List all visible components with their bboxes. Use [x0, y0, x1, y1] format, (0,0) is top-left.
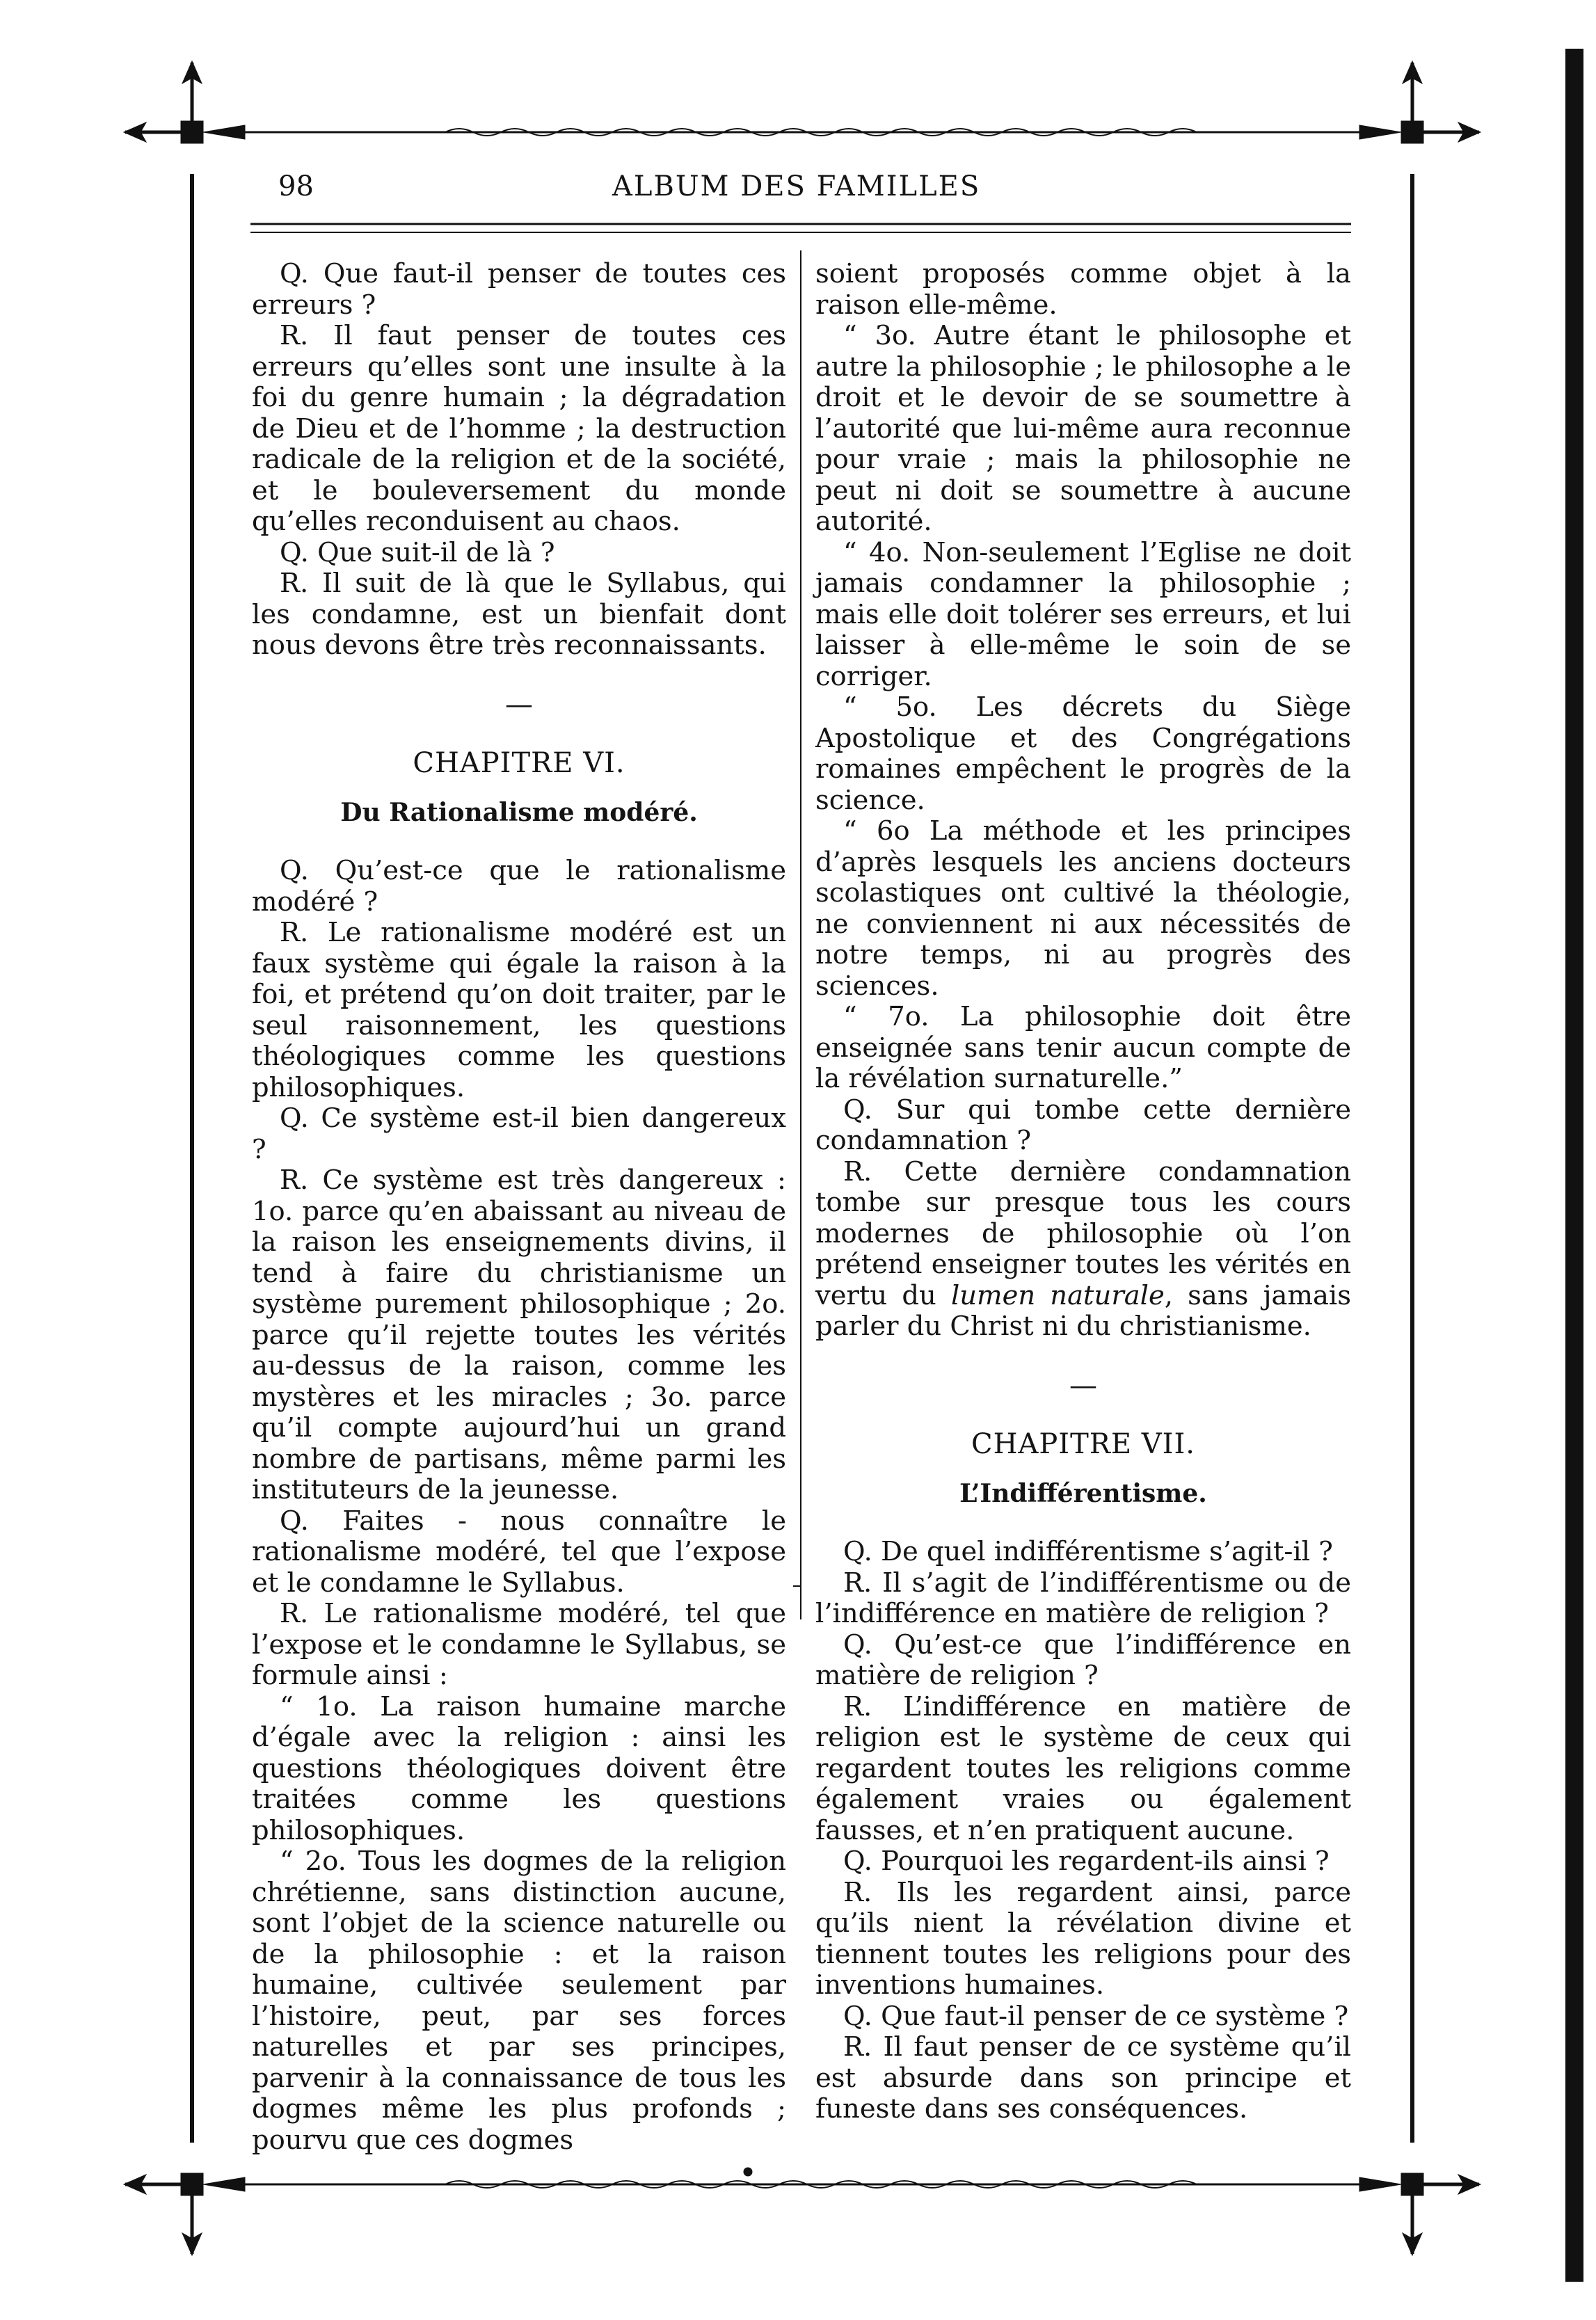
section-divider: — [505, 688, 533, 721]
section-divider: — [1069, 1369, 1097, 1402]
paragraph: R. Ce système est très dangereux : 1o. parce qu’en abaissant au niveau de la raison les enseignements divins, il tend à faire du christianisme un système purement philosophique ; 2o. parce qu’il rejette toutes les vérités au-dessus de la raison, comme les mystères et les miracles ; 3o. parce qu’il compte aujourd’hui un grand nombre de partisans, même parmi les instituteurs de la jeunesse. [252, 1165, 786, 1505]
paragraph: Q. Sur qui tombe cette dernière condamnation ? [815, 1094, 1351, 1156]
paragraph: Q. Que faut-il penser de toutes ces erreurs ? [252, 258, 786, 321]
italic-term: lumen naturale [950, 1279, 1165, 1311]
paragraph: Q. Ce système est-il bien dangereux ? [252, 1103, 786, 1165]
paragraph: “ 2o. Tous les dogmes de la religion chrétienne, sans distinction aucune, sont l’objet de la science naturelle ou de la philosophie : et la raison humaine, cultivée seulement par l’histoire, peut, par ses forces naturelles et par ses principes, parvenir à la connaissance de tous les dogmes même les plus profonds ; pourvu que ces dogmes [252, 1846, 786, 2156]
paragraph: R. L’indifférence en matière de religion est le système de ceux qui regardent toutes les religions comme également vraies ou également fausses, et n’en pratiquent aucune. [815, 1690, 1351, 1846]
chapter-title: CHAPITRE VI. [413, 747, 625, 779]
right-column [815, 259, 1351, 2125]
paragraph [815, 1157, 1351, 1343]
text-run: R. Cette dernière condamnation tombe sur presque tous les cours modernes de philosophie où l’on prétend enseigner toutes les vérités en vertu du [815, 1155, 1351, 1311]
paragraph: R. Il s’agit de l’indifférentisme ou de l’indifférence en matière de religion ? [815, 1567, 1351, 1629]
page-number: 98 [278, 170, 314, 202]
chapter-subtitle: Du Rationalisme modéré. [340, 797, 698, 827]
paragraph: Q. Qu’est-ce que le rationalisme modéré ? [252, 855, 786, 918]
text-run: , sans jamais parler du Christ ni du christianisme. [815, 1279, 1352, 1342]
paragraph: “ 7o. La philosophie doit être enseignée sans tenir aucun compte de la révélation surnaturelle.” [815, 1001, 1351, 1094]
paragraph: “ 6o La méthode et les principes d’après lesquels les anciens docteurs scolastiques ont cultivé la théologie, ne conviennent ni aux nécessités de notre temps, ni au progrès des sciences. [815, 815, 1351, 1002]
paragraph: R. Ils les regardent ainsi, parce qu’ils nient la révélation divine et tiennent toutes les religions pour des inventions humaines. [815, 1876, 1351, 2001]
chapter-title: CHAPITRE VII. [971, 1428, 1195, 1460]
paragraph: Q. Pourquoi les regardent-ils ainsi ? [843, 1846, 1330, 1877]
paragraph: R. Il faut penser de toutes ces erreurs qu’elles sont une insulte à la foi du genre humain ; la dégradation de Dieu et de l’homme ; la destruction radicale de la religion et de la société, et le bouleversement du monde qu’elles reconduisent au chaos. [252, 320, 786, 537]
paragraph: Q. Faites - nous connaître le rationalisme modéré, tel que l’expose et le condamne le Syllabus. [252, 1505, 786, 1599]
running-title: ALBUM DES FAMILLES [612, 170, 981, 202]
paragraph: “ 1o. La raison humaine marche d’égale avec la religion : ainsi les questions théologiques doivent être traitées comme les questions philosophiques. [252, 1690, 786, 1846]
paragraph: R. Il suit de là que le Syllabus, qui les condamne, est un bienfait dont nous devons être très reconnaissants. [252, 568, 786, 661]
paragraph: Q. Que suit-il de là ? [280, 536, 555, 568]
paragraph: R. Il faut penser de ce système qu’il est absurde dans son principe et funeste dans ses conséquences. [815, 2031, 1351, 2125]
paragraph: R. Le rationalisme modéré, tel que l’expose et le condamne le Syllabus, se formule ainsi : [252, 1598, 786, 1691]
left-column [252, 259, 786, 2156]
paragraph: Q. De quel indifférentisme s’agit-il ? [843, 1536, 1333, 1567]
paragraph: “ 5o. Les décrets du Siège Apostolique et des Congrégations romaines empêchent le progrès de la science. [815, 691, 1351, 816]
paragraph: “ 4o. Non-seulement l’Eglise ne doit jamais condamner la philosophie ; mais elle doit tolérer ses erreurs, et lui laisser à elle-même le soin de se corriger. [815, 536, 1351, 692]
paragraph: R. Le rationalisme modéré est un faux système qui égale la raison à la foi, et prétend qu’on doit traiter, par le seul raisonnement, les questions théologiques comme les questions philosophiques. [252, 917, 786, 1103]
paragraph: Q. Qu’est-ce que l’indifférence en matière de religion ? [815, 1629, 1351, 1691]
paragraph: “ 3o. Autre étant le philosophe et autre la philosophie ; le philosophe a le droit et le devoir de se soumettre à l’autorité que lui-même aura reconnue pour vraie ; mais la philosophie ne peut ni doit se soumettre à aucune autorité. [815, 320, 1351, 537]
paragraph: soient proposés comme objet à la raison elle-même. [815, 258, 1351, 321]
chapter-subtitle: L’Indifférentisme. [959, 1478, 1207, 1508]
paragraph: Q. Que faut-il penser de ce système ? [843, 2000, 1349, 2032]
